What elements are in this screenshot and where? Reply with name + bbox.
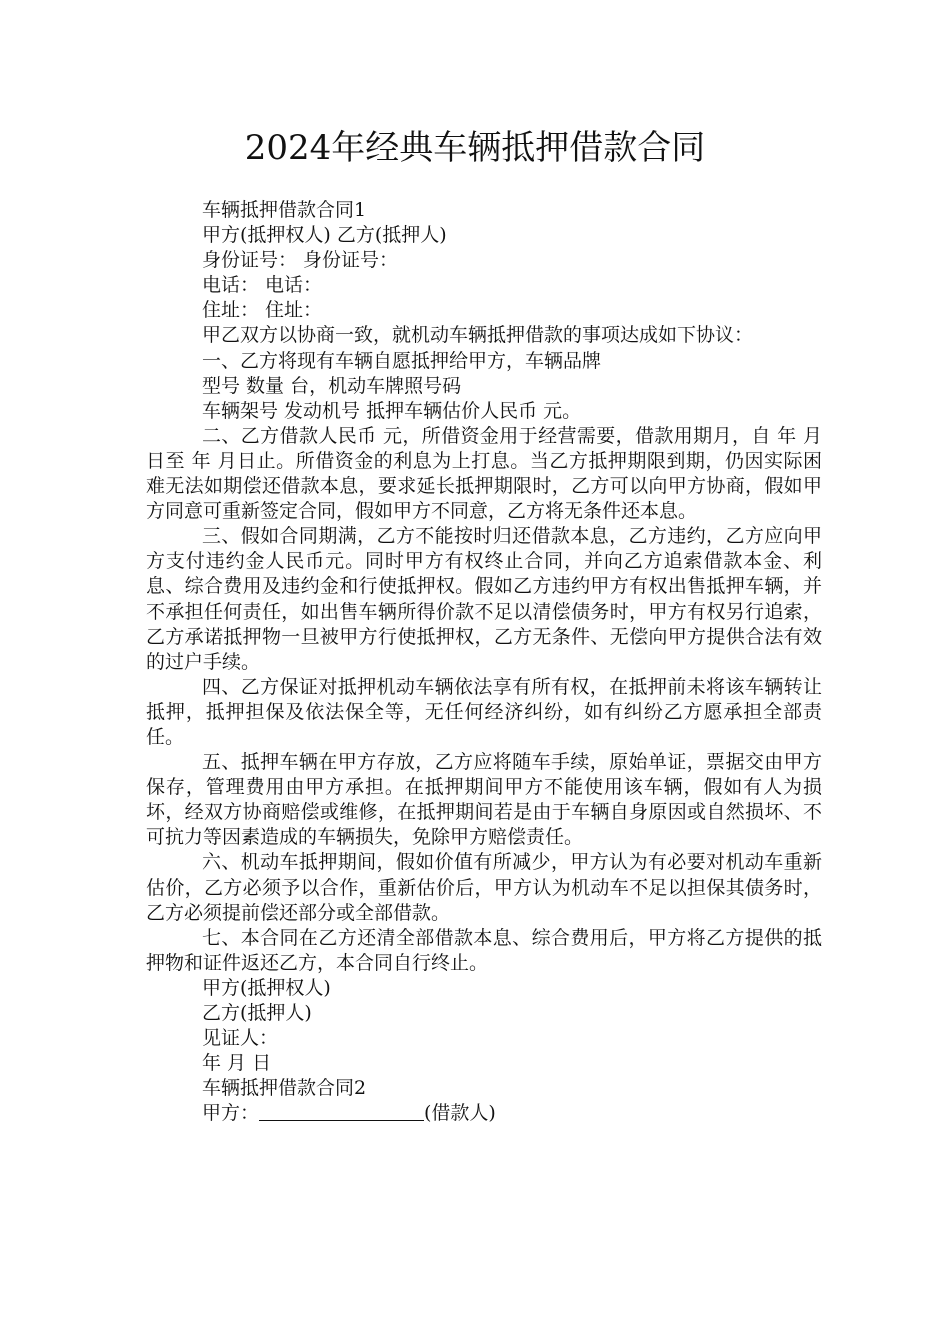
party-a-blank-field <box>259 1102 424 1121</box>
phone-line: 电话： 电话： <box>202 274 323 297</box>
document-body <box>146 198 822 1126</box>
signature-party-b: 乙方(抵押人) <box>202 1002 312 1024</box>
contract2-heading: 车辆抵押借款合同2 <box>202 1077 367 1100</box>
party-a-suffix: (借款人) <box>424 1102 496 1125</box>
id-number-line: 身份证号： 身份证号： <box>202 249 399 272</box>
address-line: 住址： 住址： <box>202 299 323 322</box>
date-line: 年 月 日 <box>202 1052 272 1075</box>
clause-1-line-3: 车辆架号 发动机号 抵押车辆估价人民币 元。 <box>202 399 582 422</box>
signature-party-a: 甲方(抵押权人) <box>202 976 331 999</box>
clause-6-paragraph: 六、机动车抵押期间，假如价值有所减少，甲方认为有必要对机动车重新估价，乙方必须予以合作，重新估价后，甲方认为机动车不足以担保其债务时，乙方必须提前偿还部分或全部借款。 <box>146 851 822 924</box>
clause-5-paragraph: 五、抵押车辆在甲方存放，乙方应将随车手续，原始单证，票据交由甲方保存，管理费用由甲方承担。在抵押期间甲方不能使用该车辆，假如有人为损坏，经双方协商赔偿或维修，在抵押期间若是由于车辆自身原因或自然损坏、不可抗力等因素造成的车辆损失，免除甲方赔偿责任。 <box>146 751 822 849</box>
clause-4-paragraph: 四、乙方保证对抵押机动车辆依法享有所有权，在抵押前未将该车辆转让抵押，抵押担保及依法保全等，无任何经济纠纷，如有纠纷乙方愿承担全部责任。 <box>146 675 822 748</box>
clause-7-paragraph: 七、本合同在乙方还清全部借款本息、综合费用后，甲方将乙方提供的抵押物和证件返还乙方，本合同自行终止。 <box>146 926 822 974</box>
clause-3-paragraph: 三、假如合同期满，乙方不能按时归还借款本息，乙方违约，乙方应向甲方支付违约金人民币元。同时甲方有权终止合同，并向乙方追索借款本金、利息、综合费用及违约金和行使抵押权。假如乙方违约甲方有权出售抵押车辆，并不承担任何责任，如出售车辆所得价款不足以清偿债务时，甲方有权另行追索，乙方承诺抵押物一旦被甲方行使抵押权，乙方无条件、无偿向甲方提供合法有效的过户手续。 <box>146 525 822 673</box>
intro-paragraph: 甲乙双方以协商一致，就机动车辆抵押借款的事项达成如下协议： <box>202 324 754 347</box>
party-a-label: 甲方： <box>202 1102 260 1125</box>
contract2-party-a-line <box>146 1101 822 1126</box>
clause-2-paragraph: 二、乙方借款人民币 元，所借资金用于经营需要，借款用期月，自 年 月 日至 年 月日止。所借资金的利息为上打息。当乙方抵押期限到期，仍因实际困难无法如期偿还借款本息，要求延长抵押期限时，乙方可以向甲方协商，假如甲方同意可重新签定合同，假如甲方不同意，乙方将无条件还本息。 <box>146 424 822 523</box>
parties-line: 甲方(抵押权人) 乙方(抵押人) <box>202 224 447 247</box>
document-title: 2024年经典车辆抵押借款合同 <box>244 128 706 168</box>
clause-1-line-1: 一、乙方将现有车辆自愿抵押给甲方，车辆品牌 <box>202 349 602 372</box>
witness-line: 见证人： <box>202 1027 279 1050</box>
contract1-heading: 车辆抵押借款合同1 <box>202 199 367 221</box>
clause-1-line-2: 型号 数量 台，机动车牌照号码 <box>202 374 462 397</box>
